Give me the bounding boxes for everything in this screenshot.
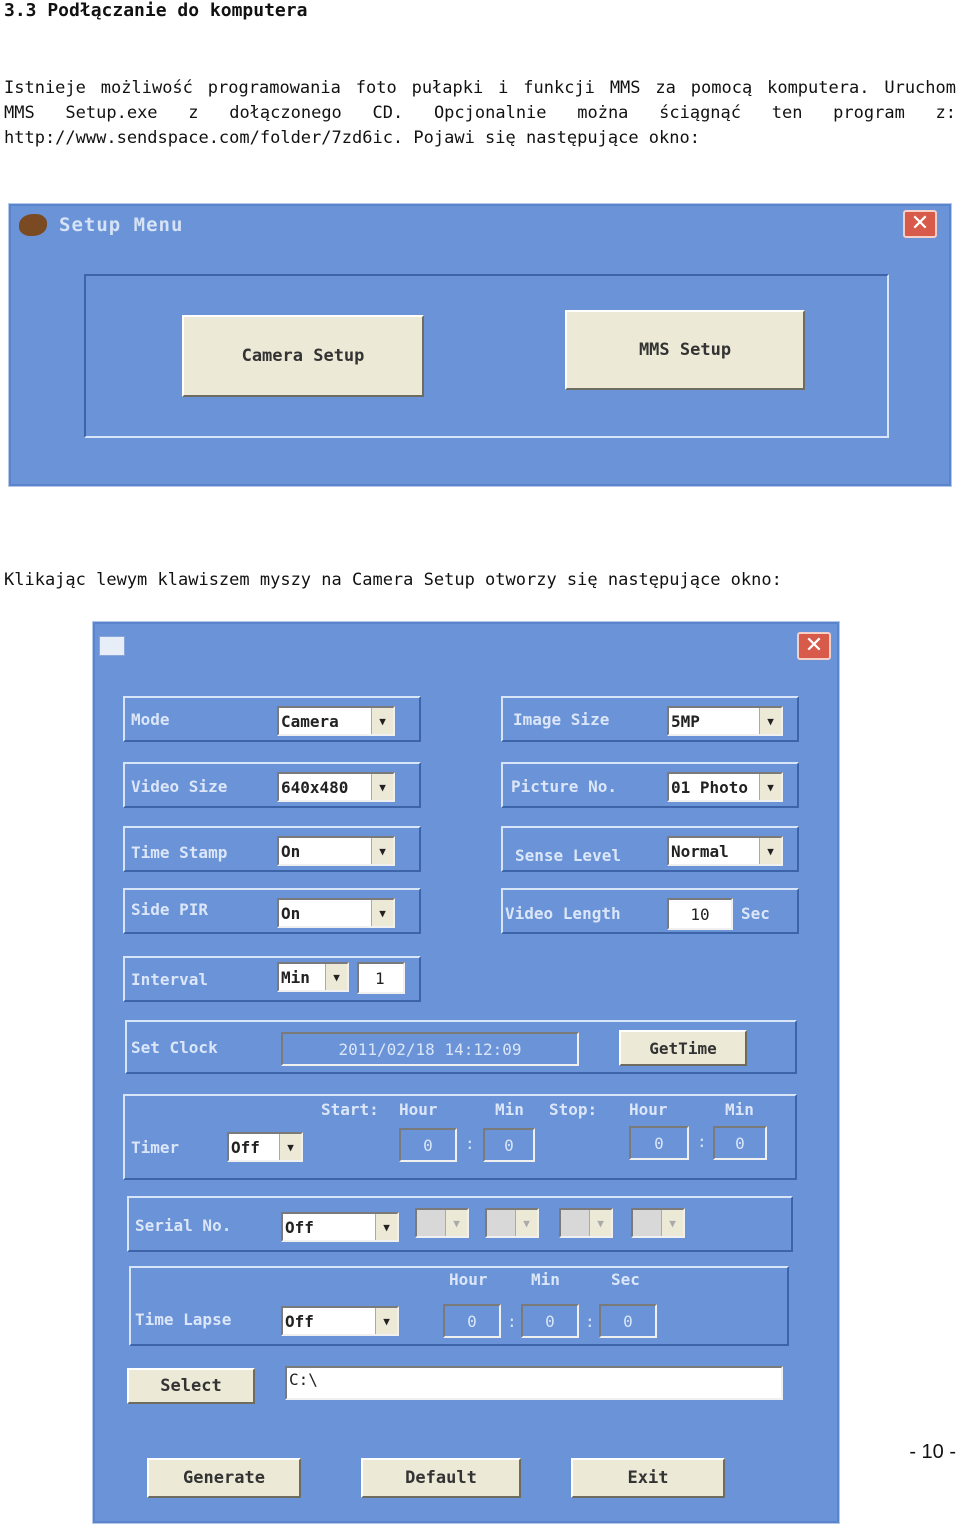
chevron-down-icon: ▼: [375, 1214, 397, 1240]
chevron-down-icon: ▼: [589, 1210, 611, 1236]
chevron-down-icon: ▼: [371, 838, 393, 864]
serial-char-1-value: [417, 1210, 445, 1236]
camera-setup-button[interactable]: Camera Setup: [182, 315, 424, 397]
timer-stop-hour-label: Hour: [629, 1100, 668, 1119]
video-length-input[interactable]: 10: [667, 898, 733, 930]
time-lapse-label: Time Lapse: [135, 1310, 232, 1329]
time-lapse-select[interactable]: [281, 1306, 399, 1336]
video-length-label: Video Length: [505, 904, 621, 923]
timer-start-hour-label: Hour: [399, 1100, 438, 1119]
time-separator: :: [585, 1312, 595, 1331]
time-lapse-hour-input[interactable]: 0: [443, 1304, 501, 1338]
time-lapse-sec-input[interactable]: 0: [599, 1304, 657, 1338]
image-size-value: 5MP: [671, 711, 700, 731]
serial-char-1-select[interactable]: [415, 1208, 469, 1238]
second-paragraph-text: Klikając lewym klawiszem myszy na Camera Setup otworzy się następujące okno:: [4, 570, 782, 590]
time-separator: :: [697, 1132, 707, 1151]
chevron-down-icon: ▼: [445, 1210, 467, 1236]
interval-value: 1: [375, 968, 385, 988]
side-pir-value: On: [281, 903, 301, 923]
intro-line-2: MMS Setup.exe z dołączonego CD. Opcjonalnie można ściągnąć ten program z:: [4, 103, 956, 123]
timer-start-label: Start:: [321, 1100, 379, 1119]
chevron-down-icon: ▼: [371, 774, 393, 800]
chevron-down-icon: ▼: [515, 1210, 537, 1236]
second-paragraph: [4, 568, 956, 593]
chevron-down-icon: ▼: [759, 838, 781, 864]
interval-input[interactable]: [357, 962, 405, 994]
chevron-down-icon: ▼: [375, 1308, 397, 1334]
close-icon[interactable]: ✕: [903, 210, 937, 238]
mode-label: Mode: [131, 710, 170, 729]
chevron-down-icon: ▼: [325, 964, 347, 990]
serial-char-3-value: [561, 1210, 589, 1236]
timer-group: [123, 1094, 797, 1180]
page-number: - 10 -: [909, 1441, 956, 1463]
video-length-unit: Sec: [741, 904, 770, 923]
timer-label: Timer: [131, 1138, 180, 1157]
picture-no-label: Picture No.: [511, 777, 617, 796]
chevron-down-icon: ▼: [759, 708, 781, 734]
serial-no-value: Off: [285, 1217, 314, 1237]
close-icon[interactable]: ✕: [797, 632, 831, 660]
time-lapse-sec-label: Sec: [611, 1270, 640, 1289]
select-button[interactable]: Select: [127, 1368, 255, 1404]
time-stamp-label: Time Stamp: [131, 843, 228, 862]
serial-no-select[interactable]: [281, 1212, 399, 1242]
set-clock-label: Set Clock: [131, 1038, 218, 1057]
time-lapse-hour-label: Hour: [449, 1270, 488, 1289]
side-pir-select[interactable]: [277, 898, 395, 928]
video-size-value: 640x480: [281, 777, 349, 797]
get-time-button[interactable]: GetTime: [619, 1030, 747, 1066]
picture-no-select[interactable]: [667, 772, 783, 802]
clock-display: 2011/02/18 14:12:09: [281, 1032, 579, 1066]
chevron-down-icon: ▼: [759, 774, 781, 800]
intro-line-3: http://www.sendspace.com/folder/7zd6ic. Pojawi się następujące okno:: [4, 128, 700, 148]
chevron-down-icon: ▼: [371, 900, 393, 926]
timer-stop-min-input[interactable]: 0: [713, 1126, 767, 1160]
timer-start-min-input[interactable]: 0: [483, 1128, 535, 1162]
mms-setup-button[interactable]: MMS Setup: [565, 310, 805, 390]
time-lapse-min-label: Min: [531, 1270, 560, 1289]
serial-char-2-value: [487, 1210, 515, 1236]
timer-stop-min-label: Min: [725, 1100, 754, 1119]
setup-menu-window: [8, 203, 952, 487]
interval-unit-value: Min: [281, 967, 310, 987]
serial-char-2-select[interactable]: [485, 1208, 539, 1238]
time-lapse-min-input[interactable]: 0: [521, 1304, 579, 1338]
serial-char-3-select[interactable]: [559, 1208, 613, 1238]
video-size-label: Video Size: [131, 777, 228, 796]
time-separator: :: [465, 1134, 475, 1153]
image-size-select[interactable]: [667, 706, 783, 736]
sense-level-value: Normal: [671, 841, 729, 861]
section-heading: 3.3 Podłączanie do komputera: [4, 0, 308, 21]
time-separator: :: [507, 1312, 517, 1331]
interval-label: Interval: [131, 970, 209, 989]
mode-select[interactable]: [277, 706, 395, 736]
timer-start-min-label: Min: [495, 1100, 524, 1119]
side-pir-label: Side PIR: [131, 900, 209, 919]
video-size-select[interactable]: [277, 772, 395, 802]
intro-line-1: Istnieje możliwość programowania foto pułapki i funkcji MMS za pomocą komputera. Uruchom: [4, 78, 956, 98]
timer-select[interactable]: [227, 1132, 303, 1162]
timer-value: Off: [231, 1137, 260, 1157]
serial-no-label: Serial No.: [135, 1216, 232, 1235]
picture-no-value: 01 Photo: [671, 777, 749, 797]
window-title: Setup Menu: [59, 214, 184, 236]
chevron-down-icon: ▼: [661, 1210, 683, 1236]
timer-start-hour-input[interactable]: 0: [399, 1128, 457, 1162]
timer-stop-hour-input[interactable]: 0: [629, 1126, 689, 1160]
generate-button[interactable]: Generate: [147, 1458, 301, 1498]
sense-level-select[interactable]: [667, 836, 783, 866]
time-stamp-value: On: [281, 841, 301, 861]
mode-value: Camera: [281, 711, 339, 731]
interval-unit-select[interactable]: [277, 962, 349, 992]
serial-char-4-value: [633, 1210, 661, 1236]
timer-stop-label: Stop:: [549, 1100, 598, 1119]
chevron-down-icon: ▼: [371, 708, 393, 734]
app-icon: [19, 214, 47, 236]
time-stamp-select[interactable]: [277, 836, 395, 866]
default-button[interactable]: Default: [361, 1458, 521, 1498]
exit-button[interactable]: Exit: [571, 1458, 725, 1498]
image-size-label: Image Size: [513, 710, 610, 729]
chevron-down-icon: ▼: [279, 1134, 301, 1160]
time-lapse-value: Off: [285, 1311, 314, 1331]
sense-level-label: Sense Level: [515, 846, 621, 865]
path-input[interactable]: C:\: [285, 1366, 783, 1400]
intro-paragraph: [4, 76, 956, 151]
camera-setup-window: [92, 621, 840, 1524]
window-icon: [99, 636, 125, 656]
serial-char-4-select[interactable]: [631, 1208, 685, 1238]
